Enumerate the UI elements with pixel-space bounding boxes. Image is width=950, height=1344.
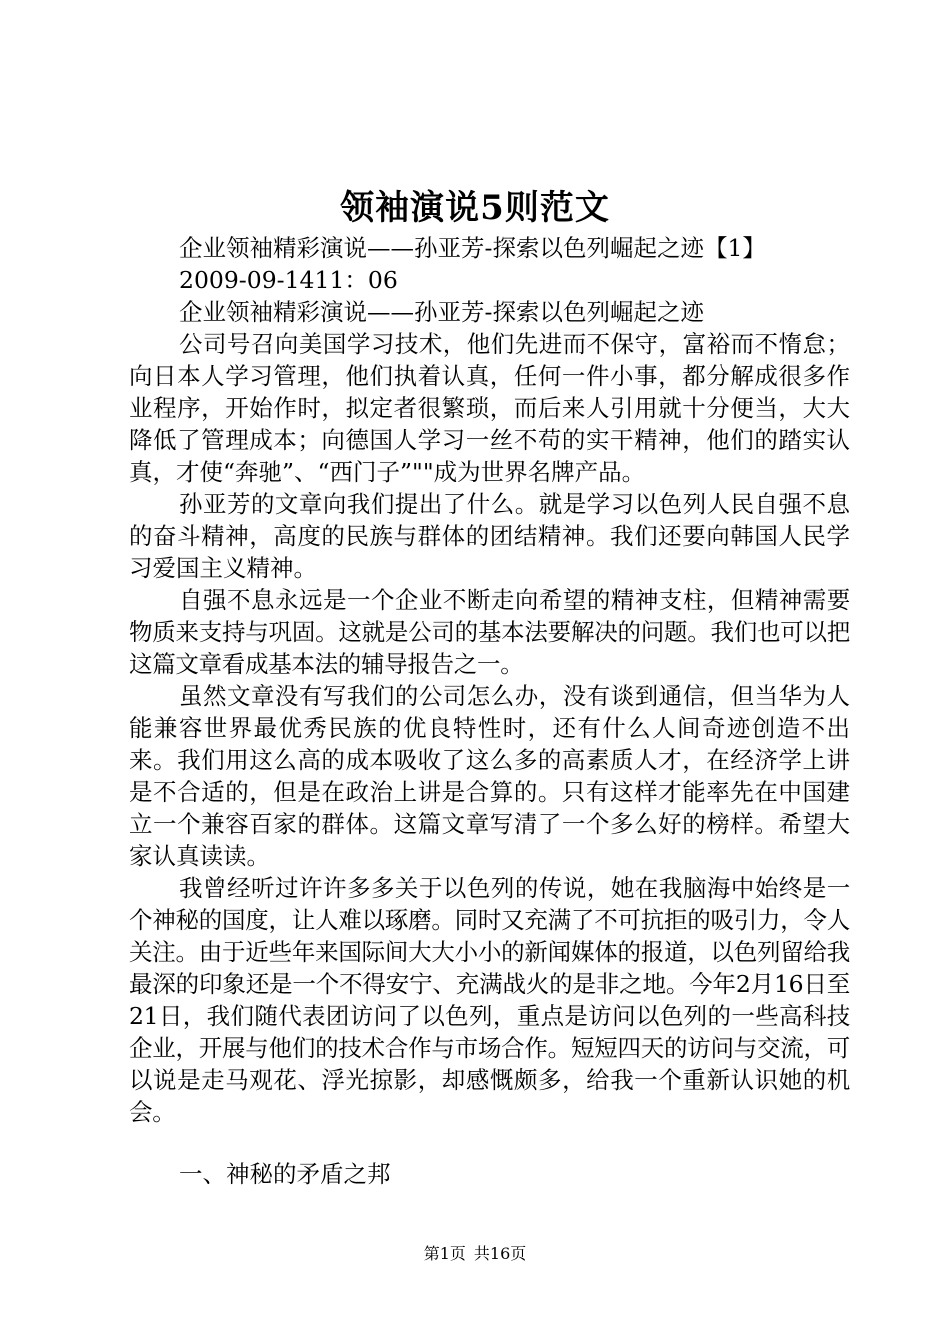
paragraph: 孙亚芳的文章向我们提出了什么。就是学习以色列人民自强不息的奋斗精神，高度的民族与群体的团结精神。我们还要向韩国人民学习爱国主义精神。 <box>129 490 850 582</box>
paragraph: 公司号召向美国学习技术，他们先进而不保守，富裕而不惰怠；向日本人学习管理，他们执着认真，任何一件小事，都分解成很多作业程序，开始作时，拟定者很繁琐，而后来人引用就十分便当，大大降低了管理成本；向德国人学习一丝不苟的实干精神，他们的踏实认真，才使“奔驰”、“西门子”""成为世界名牌产品。 <box>129 330 850 486</box>
paragraph: 自强不息永远是一个企业不断走向希望的精神支柱，但精神需要物质来支持与巩固。这就是公司的基本法要解决的问题。我们也可以把这篇文章看成基本法的辅导报告之一。 <box>129 586 850 678</box>
paragraph: 我曾经听过许许多多关于以色列的传说，她在我脑海中始终是一个神秘的国度，让人难以琢磨。同时又充满了不可抗拒的吸引力，令人关注。由于近些年来国际间大大小小的新闻媒体的报道，以色列留给我最深的印象还是一个不得安宁、充满战火的是非之地。今年2月16日至21日，我们随代表团访问了以色列，重点是访问以色列的一些高科技企业，开展与他们的技术合作与市场合作。短短四天的访问与交流，可以说是走马观花、浮光掠影，却感慨颇多，给我一个重新认识她的机会。 <box>129 874 850 1126</box>
paragraph: 虽然文章没有写我们的公司怎么办，没有谈到通信，但当华为人能兼容世界最优秀民族的优良特性时，还有什么人间奇迹创造不出来。我们用这么高的成本吸收了这么多的高素质人才，在经济学上讲是不合适的，但是在政治上讲是合算的。只有这样才能率先在中国建立一个兼容百家的群体。这篇文章写清了一个多么好的榜样。希望大家认真读读。 <box>129 682 850 870</box>
section-heading: 一、神秘的矛盾之邦 <box>179 1160 391 1188</box>
page-total: 共16页 <box>473 1244 527 1263</box>
article-subtitle-repeat: 企业领袖精彩演说——孙亚芳-探索以色列崛起之迹 <box>179 298 704 326</box>
document-body <box>129 232 850 1190</box>
document-title: 领袖演说5则范文 <box>340 188 610 228</box>
page-number: 第1页 <box>423 1244 466 1263</box>
page-footer <box>0 1243 950 1265</box>
article-subtitle: 企业领袖精彩演说——孙亚芳-探索以色列崛起之迹【1】 <box>179 234 766 262</box>
article-date: 2009-09-1411：06 <box>179 266 398 294</box>
spacer <box>129 1128 850 1158</box>
